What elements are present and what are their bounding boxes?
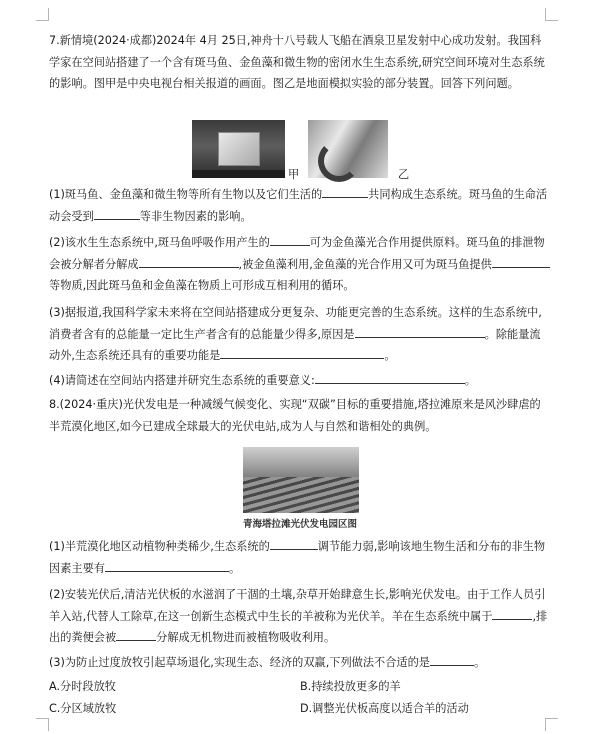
question-7-part-4: (4)请简述在空间站内搭建并研究生态系统的重要意义: 。: [49, 370, 551, 392]
question-7-part-1: (1)斑马鱼、金鱼藻和微生物等所有生物以及它们生活的 共同构成生态系统。斑马鱼的生命活动会受到 等非生物因素的影响。: [49, 184, 551, 227]
crop-mark-top-left: [36, 8, 49, 21]
answer-blank[interactable]: [355, 325, 485, 338]
question-8-part-1: (1)半荒漠化地区动植物种类稀少,生态系统的 调节能力弱,影响该地生物生活和分布的非生物因素主要有 。: [49, 536, 551, 579]
answer-blank[interactable]: [492, 607, 532, 620]
question-8-part-2: (2)安装光伏后,清洁光伏板的水滋润了干涸的土壤,杂草开始肆意生长,影响光伏发电。由于工作人员引羊入站,代替人工除草,在这一创新生态模式中生长的羊被称为光伏羊。羊在生态系统中属于 ,排出的粪便会被 分解成无机物进而被植物吸收利用。: [49, 588, 548, 644]
question-7-part-2: (2)该水生生态系统中,斑马鱼呼吸作用产生的 可为金鱼藻光合作用提供原料。斑马鱼的排泄物会被分解者分解成 ,被金鱼藻利用,金鱼藻的光合作用又可为斑马鱼提供等物质,因此斑马鱼和金鱼藻在物质上可形成互相利用的循环。: [49, 232, 551, 297]
crop-mark-bottom-left: [36, 718, 49, 731]
answer-blank[interactable]: [315, 371, 465, 384]
answer-blank[interactable]: [430, 653, 474, 666]
answer-blank[interactable]: [492, 255, 550, 268]
option-b[interactable]: B.持续投放更多的羊: [300, 680, 401, 693]
figure-caption: 青海塔拉滩光伏发电园区图: [242, 519, 357, 530]
answer-blank[interactable]: [116, 628, 156, 641]
answer-blank[interactable]: [220, 346, 384, 359]
question-8-part-3: (3)为防止过度放牧引起草场退化,实现生态、经济的双赢,下列做法不合适的是 。: [49, 652, 551, 674]
crop-mark-top-right: [545, 8, 558, 21]
question-8-intro: 8.(2024·重庆)光伏发电是一种减缓气候变化、实现“双碳”目标的重要措施,塔拉滩原来是风沙肆虐的半荒漠化地区,如今已建成全球最大的光伏电站,成为人与自然和谐相处的典例。: [49, 398, 541, 433]
solar-farm-photo: [243, 447, 359, 513]
crop-mark-bottom-right: [545, 718, 558, 731]
answer-blank[interactable]: [322, 185, 368, 198]
option-d[interactable]: D.调整光伏板高度以适合羊的活动: [300, 702, 469, 715]
figure-b-label: 乙: [398, 168, 410, 181]
figure-a-tv-report-photo: [192, 120, 285, 178]
option-c[interactable]: C.分区域放牧: [49, 702, 117, 715]
question-7-figures: [192, 120, 412, 180]
answer-blank[interactable]: [270, 537, 318, 550]
figure-b-experiment-photo: [308, 120, 388, 178]
question-7-intro: 7.新情境(2024·成都)2024年 4月 25日,神舟十八号载人飞船在酒泉卫星发射中心成功发射。我国科学家在空间站搭建了一个含有斑马鱼、金鱼藻和微生物的密闭水生生态系统,研究空间环境对生态系统的影响。图甲是中央电视台相关报道的画面。图乙是地面模拟实验的部分装置。回答下列问题。: [49, 34, 545, 90]
answer-blank[interactable]: [270, 233, 310, 246]
question-7-part-3: (3)据报道,我国科学家未来将在空间站搭建成分更复杂、功能更完善的生态系统。这样的生态系统中,消费者含有的总能量一定比生产者含有的总能量少得多,原因是 。除能量流动外,生态系统还具有的重要功能是 。: [49, 306, 542, 362]
option-a[interactable]: A.分时段放牧: [49, 680, 116, 693]
figure-a-label: 甲: [288, 168, 300, 181]
answer-blank[interactable]: [139, 255, 239, 268]
answer-blank[interactable]: [94, 207, 140, 220]
answer-blank[interactable]: [105, 559, 229, 572]
